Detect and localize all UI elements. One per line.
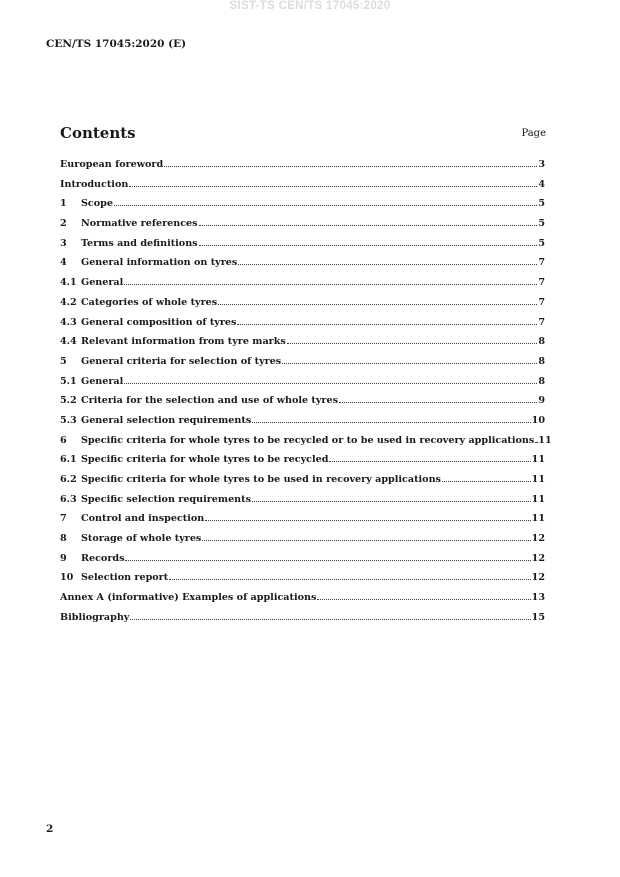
toc-entry[interactable] bbox=[60, 197, 545, 217]
toc-entry[interactable] bbox=[60, 355, 545, 375]
toc-entry-page: 5 bbox=[538, 237, 545, 249]
toc-entry[interactable] bbox=[60, 296, 545, 316]
toc-entry[interactable] bbox=[60, 473, 545, 493]
toc-entry-page: 4 bbox=[538, 178, 545, 190]
toc-entry-number: 5.3 bbox=[60, 414, 77, 426]
contents-heading: Contents bbox=[60, 124, 136, 142]
toc-dot-leader bbox=[442, 473, 531, 482]
toc-entry-number: 4.2 bbox=[60, 296, 77, 308]
toc-entry-title: General information on tyres bbox=[81, 257, 238, 269]
toc-dot-leader bbox=[124, 375, 537, 384]
toc-entry[interactable] bbox=[60, 256, 545, 276]
toc-entry[interactable] bbox=[60, 493, 545, 513]
toc-entry[interactable] bbox=[60, 453, 545, 473]
toc-entry-page: 5 bbox=[538, 218, 545, 230]
toc-entry-title: European foreword bbox=[60, 159, 164, 170]
toc-entry-page: 3 bbox=[538, 159, 545, 170]
toc-dot-leader bbox=[164, 158, 537, 167]
toc-entry-number: 7 bbox=[60, 513, 67, 525]
toc-entry[interactable] bbox=[60, 512, 545, 532]
toc-entry-number: 6.2 bbox=[60, 474, 77, 485]
toc-entry-page: 12 bbox=[531, 533, 545, 545]
toc-dot-leader bbox=[130, 611, 530, 620]
toc-entry-page: 11 bbox=[531, 454, 545, 466]
toc-entry-title: Categories of whole tyres bbox=[81, 296, 218, 308]
toc-entry-title: Selection report bbox=[81, 572, 169, 584]
toc-entry-title: Terms and definitions bbox=[81, 237, 198, 249]
toc-dot-leader bbox=[199, 217, 538, 226]
page-column-label: Page bbox=[521, 128, 546, 139]
toc-entry-number: 5 bbox=[60, 355, 67, 367]
toc-entry[interactable] bbox=[60, 414, 545, 434]
toc-entry-title: General bbox=[81, 375, 124, 387]
toc-entry-title: Relevant information from tyre marks bbox=[81, 336, 286, 348]
toc-dot-leader bbox=[114, 197, 537, 206]
toc-entry-number: 5.2 bbox=[60, 395, 77, 407]
toc-entry-number: 4 bbox=[60, 257, 67, 269]
toc-entry-number: 6.3 bbox=[60, 493, 77, 505]
toc-entry[interactable] bbox=[60, 217, 545, 237]
toc-entry-number: 6 bbox=[60, 434, 67, 446]
toc-entry-page: 13 bbox=[531, 592, 545, 604]
toc-dot-leader bbox=[252, 493, 531, 502]
toc-dot-leader bbox=[199, 237, 538, 246]
toc-entry-title: Bibliography bbox=[60, 611, 130, 623]
toc-entry-page: 11 bbox=[531, 493, 545, 505]
toc-entry-title: Annex A (informative) Examples of applications bbox=[60, 592, 317, 604]
toc-entry-title: Storage of whole tyres bbox=[81, 533, 202, 545]
toc-entry[interactable] bbox=[60, 552, 545, 572]
toc-entry-number: 4.1 bbox=[60, 277, 77, 289]
toc-entry[interactable] bbox=[60, 394, 545, 414]
toc-entry-title: Normative references bbox=[81, 218, 198, 230]
toc-entry-number: 6.1 bbox=[60, 454, 77, 466]
toc-entry-page: 12 bbox=[531, 552, 545, 564]
toc-entry-title: Specific criteria for whole tyres to be recycled bbox=[81, 454, 329, 466]
toc-entry-number: 4.4 bbox=[60, 336, 77, 348]
toc-entry-number: 1 bbox=[60, 198, 67, 210]
toc-entry[interactable] bbox=[60, 375, 545, 395]
toc-entry-page: 10 bbox=[531, 414, 545, 426]
toc-entry[interactable] bbox=[60, 178, 545, 198]
watermark: SIST-TS CEN/TS 17045:2020 bbox=[229, 0, 391, 12]
toc-dot-leader bbox=[237, 316, 537, 325]
toc-entry-page: 7 bbox=[538, 257, 545, 269]
toc-dot-leader bbox=[205, 512, 530, 521]
toc-dot-leader bbox=[535, 434, 537, 443]
toc-entry-title: Specific criteria for whole tyres to be recycled or to be used in recovery applications bbox=[81, 434, 535, 446]
toc-entry-title: Introduction bbox=[60, 178, 129, 190]
toc-dot-leader bbox=[169, 571, 530, 580]
toc-entry-page: 8 bbox=[538, 355, 545, 367]
toc-dot-leader bbox=[339, 394, 537, 403]
toc-entry-number: 2 bbox=[60, 218, 67, 230]
toc-entry-page: 11 bbox=[538, 434, 552, 446]
toc-entry-page: 5 bbox=[538, 198, 545, 210]
toc-dot-leader bbox=[317, 591, 530, 600]
toc-entry-page: 7 bbox=[538, 316, 545, 328]
toc-entry-number: 8 bbox=[60, 533, 67, 545]
toc-entry[interactable] bbox=[60, 276, 545, 296]
toc-entry-number: 5.1 bbox=[60, 375, 77, 387]
toc-dot-leader bbox=[329, 453, 530, 462]
toc-dot-leader bbox=[124, 276, 537, 285]
page-number: 2 bbox=[46, 823, 54, 835]
document-id-header: CEN/TS 17045:2020 (E) bbox=[46, 38, 187, 50]
toc-dot-leader bbox=[125, 552, 530, 561]
toc-entry[interactable] bbox=[60, 335, 545, 355]
toc-entry-number: 10 bbox=[60, 572, 74, 584]
toc-entry-number: 4.3 bbox=[60, 316, 77, 328]
toc-dot-leader bbox=[287, 335, 538, 344]
toc-entry-title: General bbox=[81, 277, 124, 289]
toc-entry-title: General criteria for selection of tyres bbox=[81, 355, 282, 367]
table-of-contents bbox=[60, 158, 552, 631]
toc-entry-page: 12 bbox=[531, 572, 545, 584]
toc-dot-leader bbox=[129, 178, 537, 187]
toc-entry-title: Scope bbox=[81, 198, 113, 210]
toc-entry-number: 9 bbox=[60, 552, 67, 564]
toc-entry[interactable] bbox=[60, 434, 552, 454]
toc-entry[interactable] bbox=[60, 571, 545, 591]
toc-entry-title: Control and inspection bbox=[81, 513, 205, 525]
toc-entry-title: Criteria for the selection and use of whole tyres bbox=[81, 395, 338, 407]
toc-entry-page: 11 bbox=[531, 474, 545, 485]
toc-entry[interactable] bbox=[60, 158, 545, 178]
toc-entry-title: General selection requirements bbox=[81, 414, 252, 426]
toc-dot-leader bbox=[252, 414, 530, 423]
toc-entry-page: 15 bbox=[531, 611, 545, 623]
toc-entry-page: 7 bbox=[538, 296, 545, 308]
toc-entry-page: 8 bbox=[538, 336, 545, 348]
toc-entry[interactable] bbox=[60, 611, 545, 631]
toc-dot-leader bbox=[238, 256, 537, 265]
toc-entry-title: Specific criteria for whole tyres to be used in recovery applications bbox=[81, 474, 441, 485]
toc-entry-page: 7 bbox=[538, 277, 545, 289]
toc-entry-title: Records bbox=[81, 552, 125, 564]
toc-entry-page: 8 bbox=[538, 375, 545, 387]
toc-entry-title: Specific selection requirements bbox=[81, 493, 251, 505]
toc-entry[interactable] bbox=[60, 237, 545, 257]
toc-entry-number: 3 bbox=[60, 237, 67, 249]
toc-dot-leader bbox=[218, 296, 537, 305]
toc-entry-title: General composition of tyres bbox=[81, 316, 237, 328]
toc-entry[interactable] bbox=[60, 316, 545, 336]
toc-entry[interactable] bbox=[60, 591, 545, 611]
toc-entry[interactable] bbox=[60, 532, 545, 552]
toc-dot-leader bbox=[282, 355, 537, 364]
toc-entry-page: 9 bbox=[538, 395, 545, 407]
toc-entry-page: 11 bbox=[531, 513, 545, 525]
toc-dot-leader bbox=[202, 532, 530, 541]
